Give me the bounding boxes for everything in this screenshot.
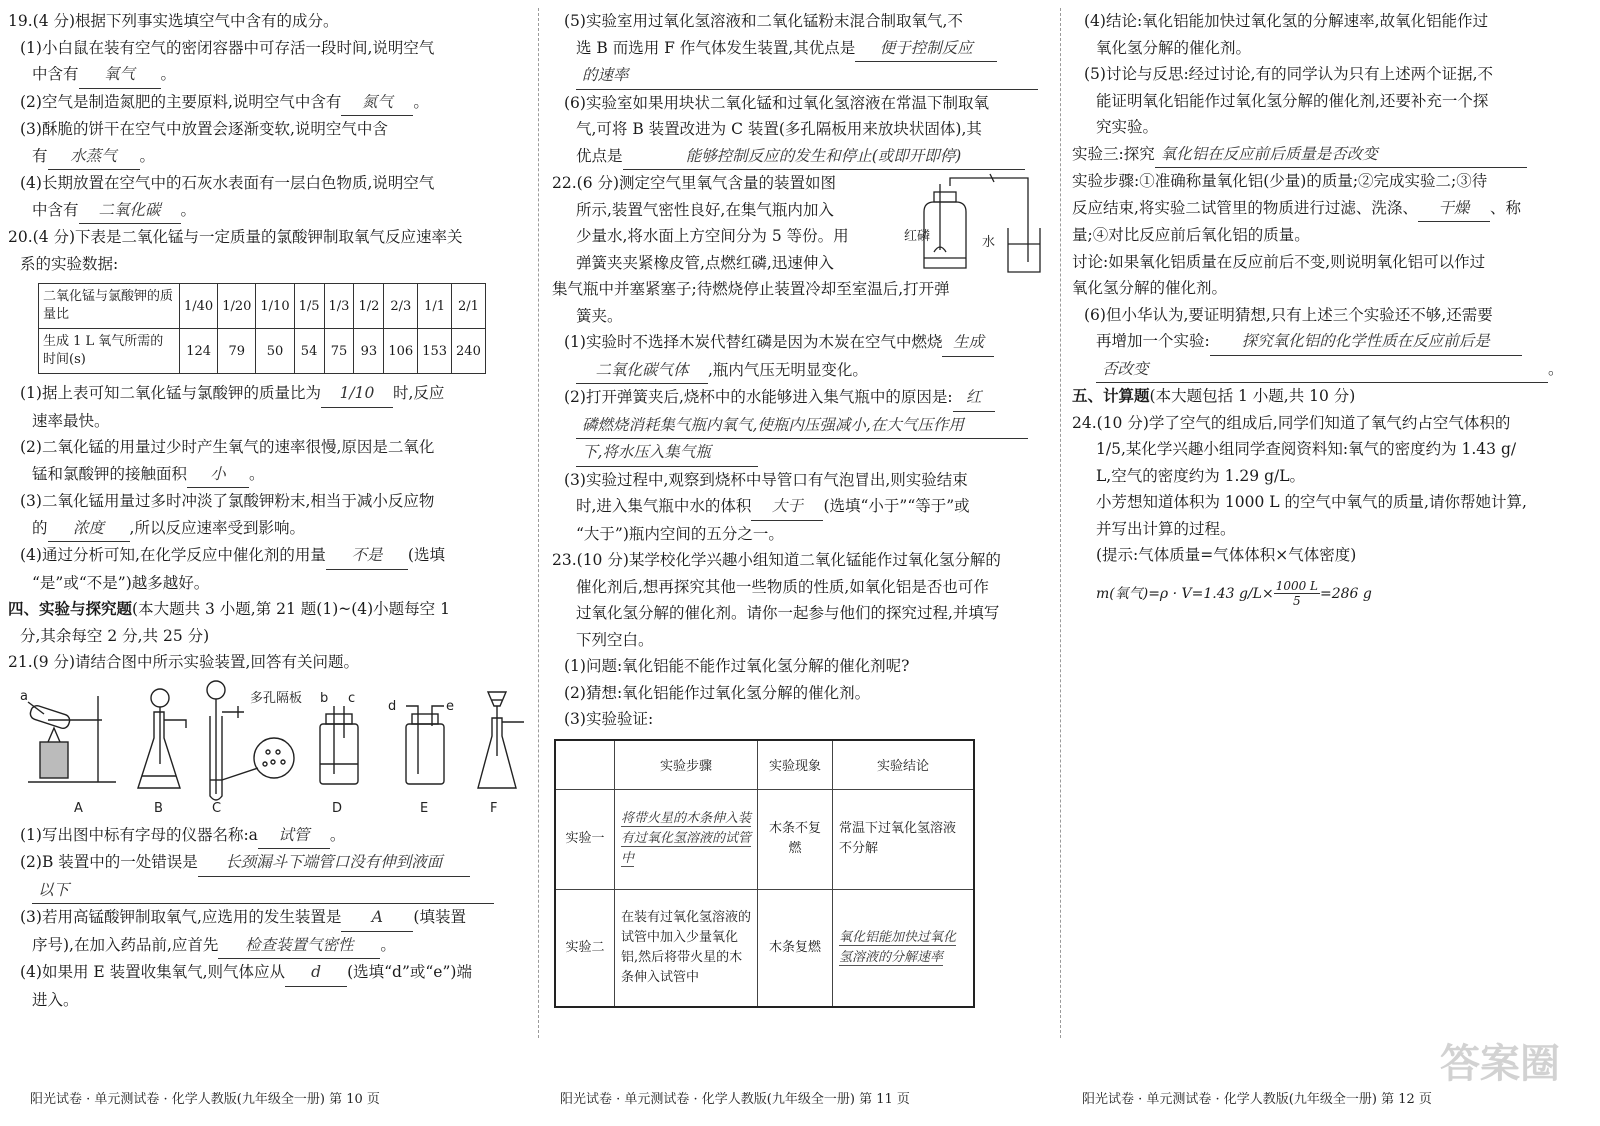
q21-part5: (5)实验室用过氧化氢溶液和二氧化锰粉末混合制取氧气,不 bbox=[564, 12, 963, 30]
q22-part1: (1)实验时不选择木炭代替红磷是因为木炭在空气中燃烧 生成 bbox=[552, 329, 1047, 357]
q21-part6-line2: 气,可将 B 装置改进为 C 装置(多孔隔板用来放块状固体),其 bbox=[576, 120, 982, 138]
q21-part4: (4)如果用 E 装置收集氧气,则气体应从 d (选填“d”或“e”)端 bbox=[8, 959, 528, 987]
table-cell: 75 bbox=[324, 329, 354, 374]
label-small-c: c bbox=[348, 690, 356, 706]
apparatus-d-icon bbox=[320, 706, 358, 784]
label-small-a: a bbox=[20, 688, 28, 704]
q23-part6-cont2: 否改变 。 bbox=[1072, 356, 1592, 384]
question-24 bbox=[1072, 410, 1592, 611]
table-cell: 106 bbox=[384, 329, 418, 374]
column-header: 实验步骤 bbox=[615, 740, 758, 790]
apparatus-a-icon bbox=[28, 696, 116, 782]
answer-blank[interactable]: 以下 bbox=[32, 877, 494, 905]
q24-answer-formula[interactable]: m(氧气)=ρ · V=1.43 g/L× $\frac{1000 L}{5}$ =286 g bbox=[1096, 579, 1372, 608]
q22-stem: 22.(6 分)测定空气里氧气含量的装置如图 bbox=[552, 174, 837, 192]
label-water: 水 bbox=[982, 235, 996, 250]
q22-part2-cont2 bbox=[552, 439, 1047, 467]
q20-part4: (4)通过分析可知,在化学反应中催化剂的用量 不是 (选填 bbox=[8, 542, 528, 570]
table-cell: 1/5 bbox=[294, 284, 324, 329]
q21-part4-cont: 进入。 bbox=[32, 990, 79, 1009]
column-divider bbox=[538, 8, 539, 1038]
table-cell: 1/3 bbox=[324, 284, 354, 329]
answer-blank[interactable]: d bbox=[285, 959, 347, 987]
q22-stem-3: 少量水,将水面上方空间分为 5 等份。用 bbox=[576, 227, 849, 245]
table-cell: 50 bbox=[256, 329, 294, 374]
answer-blank[interactable]: 水蒸气 bbox=[48, 143, 140, 171]
label-f: F bbox=[490, 800, 498, 816]
label-small-e: e bbox=[446, 698, 454, 714]
table-cell: 240 bbox=[452, 329, 486, 374]
answer-blank[interactable]: 氧气 bbox=[79, 61, 161, 89]
oxygen-measure-figure bbox=[904, 172, 1044, 276]
label-d: D bbox=[332, 800, 343, 816]
table-cell: 54 bbox=[294, 329, 324, 374]
q23-part5-cont: 能证明氧化铝能作过氧化氢分解的催化剂,还要补充一个探 bbox=[1096, 91, 1489, 110]
answer-text: 氧化铝能加快过氧化氢溶液的分解速率 bbox=[839, 929, 957, 965]
q21-stem: 21.(9 分)请结合图中所示实验装置,回答有关问题。 bbox=[8, 653, 359, 671]
footer-page-11: 阳光试卷 · 单元测试卷 · 化学人教版(九年级全一册) 第 11 页 bbox=[560, 1092, 910, 1107]
label-c: C bbox=[212, 800, 222, 816]
table-cell: 93 bbox=[354, 329, 384, 374]
q21-part6-line3: 优点是 能够控制反应的发生和停止(或即开即停) bbox=[552, 143, 1047, 171]
q22-part1-cont: 二氧化碳气体 ,瓶内气压无明显变化。 bbox=[552, 357, 1047, 385]
row-label: 实验二 bbox=[555, 889, 615, 1007]
q19-part4: (4)长期放置在空气中的石灰水表面有一层白色物质,说明空气 bbox=[20, 174, 435, 192]
q24-hint: (提示:气体质量=气体体积×气体密度) bbox=[1096, 546, 1357, 564]
q22-stem-5: 集气瓶中并塞紧塞子;待燃烧停止装置冷却至室温后,打开弹 bbox=[552, 280, 950, 298]
q23-part1: (1)问题:氧化铝能不能作过氧化氢分解的催化剂呢? bbox=[564, 657, 910, 675]
q23-stem-4: 下列空白。 bbox=[576, 630, 654, 649]
answer-blank[interactable]: 浓度 bbox=[48, 515, 130, 543]
table-row bbox=[555, 889, 974, 1007]
q21-part3-cont: 序号),在加入药品前,应首先 检查装置气密性 。 bbox=[8, 932, 528, 960]
question-19 bbox=[8, 8, 528, 224]
table-cell: 1/40 bbox=[180, 284, 218, 329]
q21-part6: (6)实验室如果用块状二氧化锰和过氧化氢溶液在常温下制取氧 bbox=[564, 93, 989, 112]
answer-blank[interactable]: 红 bbox=[953, 384, 995, 412]
question-22 bbox=[552, 170, 1047, 547]
question-20 bbox=[8, 224, 528, 596]
answer-blank[interactable]: 二氧化碳气体 bbox=[576, 357, 708, 385]
page-11-column bbox=[552, 8, 1047, 1008]
answer-blank[interactable]: 小 bbox=[187, 461, 249, 489]
answer-blank[interactable]: 干燥 bbox=[1418, 195, 1490, 223]
q23-part4: (4)结论:氧化铝能加快过氧化氢的分解速率,故氧化铝能作过 bbox=[1084, 12, 1489, 30]
q23-part6-cont: 再增加一个实验: 探究氧化铝的化学性质在反应前后是 bbox=[1072, 328, 1592, 356]
q21-part5-line2: 选 B 而选用 F 作气体发生装置,其优点是 便于控制反应 bbox=[552, 35, 1047, 63]
q20-part2: (2)二氧化锰的用量过少时产生氧气的速率很慢,原因是二氧化 bbox=[20, 438, 435, 456]
answer-blank[interactable]: 下,将水压入集气瓶 bbox=[576, 439, 758, 467]
q20-stem-cont: 系的实验数据: bbox=[20, 254, 119, 273]
table-cell: 常温下过氧化氢溶液不分解 bbox=[833, 789, 975, 889]
q20-part1: (1)据上表可知二氧化锰与氯酸钾的质量比为 1/10 时,反应 bbox=[8, 380, 528, 408]
experiment-table bbox=[554, 739, 975, 1009]
answer-blank[interactable]: 的速率 bbox=[576, 62, 1038, 90]
q23-stem-3: 过氧化氢分解的催化剂。请你一起参与他们的探究过程,并填写 bbox=[576, 604, 1000, 622]
table-cell: 2/3 bbox=[384, 284, 418, 329]
answer-blank[interactable]: 能够控制反应的发生和停止(或即开即停) bbox=[623, 143, 1025, 171]
table-cell[interactable] bbox=[833, 889, 975, 1007]
q23-stem: 23.(10 分)某学校化学兴趣小组知道二氧化锰能作过氧化氢分解的 bbox=[552, 551, 1001, 569]
label-a: A bbox=[74, 800, 83, 816]
experiment-3-discussion-2: 氧化氢分解的催化剂。 bbox=[1072, 279, 1228, 297]
q21-part3: (3)若用高锰酸钾制取氧气,应选用的发生装置是 A (填装置 bbox=[8, 904, 528, 932]
q23-part4-cont: 氧化氢分解的催化剂。 bbox=[1096, 38, 1252, 57]
q20-part1-cont: 速率最快。 bbox=[32, 411, 110, 430]
table-row bbox=[555, 789, 974, 889]
apparatus-e-icon bbox=[406, 706, 444, 784]
q22-stem-6: 簧夹。 bbox=[576, 306, 623, 325]
q24-stem-4: 小芳想知道体积为 1000 L 的空气中氧气的质量,请你帮她计算, bbox=[1096, 493, 1527, 511]
experiment-3-discussion: 讨论:如果氧化铝质量在反应前后不变,则说明氧化铝可以作过 bbox=[1072, 252, 1486, 271]
q23-part5-cont2: 究实验。 bbox=[1096, 118, 1159, 136]
answer-blank[interactable]: 1/10 bbox=[321, 380, 393, 408]
table-cell: 1/1 bbox=[418, 284, 452, 329]
answer-blank[interactable]: 检查装置气密性 bbox=[218, 932, 380, 960]
table-cell: 木条不复燃 bbox=[758, 789, 833, 889]
footer-page-10: 阳光试卷 · 单元测试卷 · 化学人教版(九年级全一册) 第 10 页 bbox=[30, 1092, 380, 1107]
q21-part5-line3 bbox=[552, 62, 1047, 90]
q22-part3-cont2: “大于”)瓶内空间的五分之一。 bbox=[576, 524, 784, 543]
section-4-heading: 四、实验与探究题(本大题共 3 小题,第 21 题(1)~(4)小题每空 1 bbox=[8, 599, 450, 618]
q19-part4-answer-line: 中含有 二氧化碳 。 bbox=[8, 197, 528, 225]
answer-blank[interactable]: 磷燃烧消耗集气瓶内氧气,使瓶内压强减小,在大气压作用 bbox=[576, 412, 1028, 440]
q22-stem-2: 所示,装置气密性良好,在集气瓶内加入 bbox=[576, 200, 834, 219]
table-cell: 在装有过氧化氢溶液的试管中加入少量氧化铝,然后将带火星的木条伸入试管中 bbox=[615, 889, 758, 1007]
label-red-phosphorus: 红磷 bbox=[904, 229, 931, 244]
experiment-3-steps-2: 反应结束,将实验二试管里的物质进行过滤、洗涤、 干燥 、称 bbox=[1072, 195, 1592, 223]
q22-part2-cont bbox=[552, 412, 1047, 440]
table-cell: 1/10 bbox=[256, 284, 294, 329]
experiment-3-steps: 实验步骤:①准确称量氧化铝(少量)的质量;②完成实验二;③待 bbox=[1072, 172, 1488, 190]
label-b: B bbox=[154, 800, 163, 816]
q22-stem-4: 弹簧夹夹紧橡皮管,点燃红磷,迅速伸入 bbox=[576, 253, 834, 272]
q24-stem-5: 并写出计算的过程。 bbox=[1096, 519, 1236, 538]
q19-part3-answer-line: 有 水蒸气 。 bbox=[8, 143, 528, 171]
answer-blank[interactable]: 否改变 bbox=[1096, 356, 1548, 384]
table-cell: 1/2 bbox=[354, 284, 384, 329]
q19-part1: (1)小白鼠在装有空气的密闭容器中可存活一段时间,说明空气 bbox=[20, 38, 435, 57]
apparatus-b-icon bbox=[138, 689, 186, 788]
q19-part1-answer-line: 中含有 氧气 。 bbox=[8, 61, 528, 89]
q23-part6: (6)但小华认为,要证明猜想,只有上述三个实验还不够,还需要 bbox=[1084, 305, 1493, 324]
fraction: $\frac{1000 L}{5}$ bbox=[1275, 579, 1319, 608]
q23-part3: (3)实验验证: bbox=[564, 710, 654, 728]
answer-blank[interactable]: 大于 bbox=[751, 493, 823, 521]
column-header: 实验结论 bbox=[833, 740, 975, 790]
watermark-logo: 答案圈 bbox=[1440, 1041, 1560, 1087]
experiment-3-steps-3: 量;④对比反应前后氧化铝的质量。 bbox=[1072, 226, 1310, 244]
empty-header bbox=[555, 740, 615, 790]
q20-part3: (3)二氧化锰用量过多时冲淡了氯酸钾粉末,相当于减小反应物 bbox=[20, 492, 435, 510]
q20-part4-cont: “是”或“不是”)越多越好。 bbox=[32, 573, 210, 592]
answer-blank[interactable]: 探究氧化铝的化学性质在反应前后是 bbox=[1210, 328, 1522, 356]
row-header: 生成 1 L 氧气所需的时间(s) bbox=[39, 329, 180, 374]
answer-blank[interactable]: A bbox=[341, 904, 413, 932]
column-divider bbox=[1060, 8, 1061, 1038]
q22-part3-cont: 时,进入集气瓶中水的体积 大于 (选填“小于”“等于”或 bbox=[552, 493, 1047, 521]
page-12-column bbox=[1072, 8, 1592, 611]
column-header: 实验现象 bbox=[758, 740, 833, 790]
q19-part2: (2)空气是制造氮肥的主要原料,说明空气中含有 氮气 。 bbox=[8, 89, 528, 117]
footer-page-12: 阳光试卷 · 单元测试卷 · 化学人教版(九年级全一册) 第 12 页 bbox=[1082, 1092, 1432, 1107]
table-row bbox=[39, 284, 486, 329]
q23-part5: (5)讨论与反思:经过讨论,有的同学认为只有上述两个证据,不 bbox=[1084, 65, 1494, 83]
q24-stem-2: 1/5,某化学兴趣小组同学查阅资料知:氧气的密度约为 1.43 g/ bbox=[1096, 440, 1517, 458]
table-cell[interactable] bbox=[615, 789, 758, 889]
table-cell: 153 bbox=[418, 329, 452, 374]
answer-blank[interactable]: 氧化铝在反应前后质量是否改变 bbox=[1155, 141, 1527, 169]
q21-part1: (1)写出图中标有字母的仪器名称:a 试管 。 bbox=[8, 822, 528, 850]
answer-blank[interactable]: 试管 bbox=[258, 822, 330, 850]
table-cell: 124 bbox=[180, 329, 218, 374]
q24-stem: 24.(10 分)学了空气的组成后,同学们知道了氧气约占空气体积的 bbox=[1072, 413, 1511, 432]
q22-part3: (3)实验过程中,观察到烧杯中导管口有气泡冒出,则实验结束 bbox=[564, 470, 968, 489]
label-small-b: b bbox=[320, 690, 329, 706]
label-e: E bbox=[420, 800, 429, 816]
q19-part3: (3)酥脆的饼干在空气中放置会逐渐变软,说明空气中含 bbox=[20, 120, 388, 138]
question-23 bbox=[552, 547, 1047, 1008]
q23-part2: (2)猜想:氧化铝能作过氧化氢分解的催化剂。 bbox=[564, 683, 871, 702]
q21-part2-cont bbox=[8, 877, 528, 905]
rate-data-table bbox=[38, 283, 486, 374]
answer-blank[interactable]: 二氧化碳 bbox=[79, 197, 181, 225]
q24-stem-3: L,空气的密度约为 1.29 g/L。 bbox=[1096, 466, 1306, 485]
question-21 bbox=[8, 649, 528, 1013]
table-cell: 1/20 bbox=[218, 284, 256, 329]
apparatus-f-icon bbox=[478, 692, 524, 788]
answer-blank[interactable]: 便于控制反应 bbox=[855, 35, 997, 63]
q20-part3-answer-line: 的 浓度 ,所以反应速率受到影响。 bbox=[8, 515, 528, 543]
answer-blank[interactable]: 生成 bbox=[942, 329, 994, 357]
answer-blank[interactable]: 不是 bbox=[326, 542, 408, 570]
q22-part2: (2)打开弹簧夹后,烧杯中的水能够进入集气瓶中的原因是: 红 bbox=[552, 384, 1047, 412]
q19-stem: 19.(4 分)根据下列事实选填空气中含有的成分。 bbox=[8, 12, 339, 30]
q23-stem-2: 催化剂后,想再探究其他一些物质的性质,如氧化铝是否也可作 bbox=[576, 577, 989, 596]
q20-part2-answer-line: 锰和氯酸钾的接触面积 小 。 bbox=[8, 461, 528, 489]
label-porous-plate: 多孔隔板 bbox=[250, 690, 303, 706]
answer-blank[interactable]: 氮气 bbox=[341, 89, 413, 117]
row-header: 二氧化锰与氯酸钾的质量比 bbox=[39, 284, 180, 329]
table-cell: 79 bbox=[218, 329, 256, 374]
page-10-column bbox=[8, 8, 528, 1013]
experiment-3: 实验三:探究 氧化铝在反应前后质量是否改变 bbox=[1072, 141, 1592, 169]
q21-part2: (2)B 装置中的一处错误是 长颈漏斗下端管口没有伸到液面 bbox=[8, 849, 528, 877]
table-cell: 木条复燃 bbox=[758, 889, 833, 1007]
q20-stem: 20.(4 分)下表是二氧化锰与一定质量的氯酸钾制取氧气反应速率关 bbox=[8, 228, 463, 246]
answer-text: 将带火星的木条伸入装有过氧化氢溶液的试管中 bbox=[621, 811, 752, 866]
table-row bbox=[39, 329, 486, 374]
answer-blank[interactable]: 长颈漏斗下端管口没有伸到液面 bbox=[198, 849, 470, 877]
apparatus-figure bbox=[8, 676, 528, 822]
row-label: 实验一 bbox=[555, 789, 615, 889]
table-header-row bbox=[555, 740, 974, 790]
section-5-heading: 五、计算题(本大题包括 1 小题,共 10 分) bbox=[1072, 386, 1356, 405]
table-cell: 2/1 bbox=[452, 284, 486, 329]
section-4-heading-cont: 分,其余每空 2 分,共 25 分) bbox=[20, 626, 210, 645]
label-small-d: d bbox=[388, 698, 397, 714]
